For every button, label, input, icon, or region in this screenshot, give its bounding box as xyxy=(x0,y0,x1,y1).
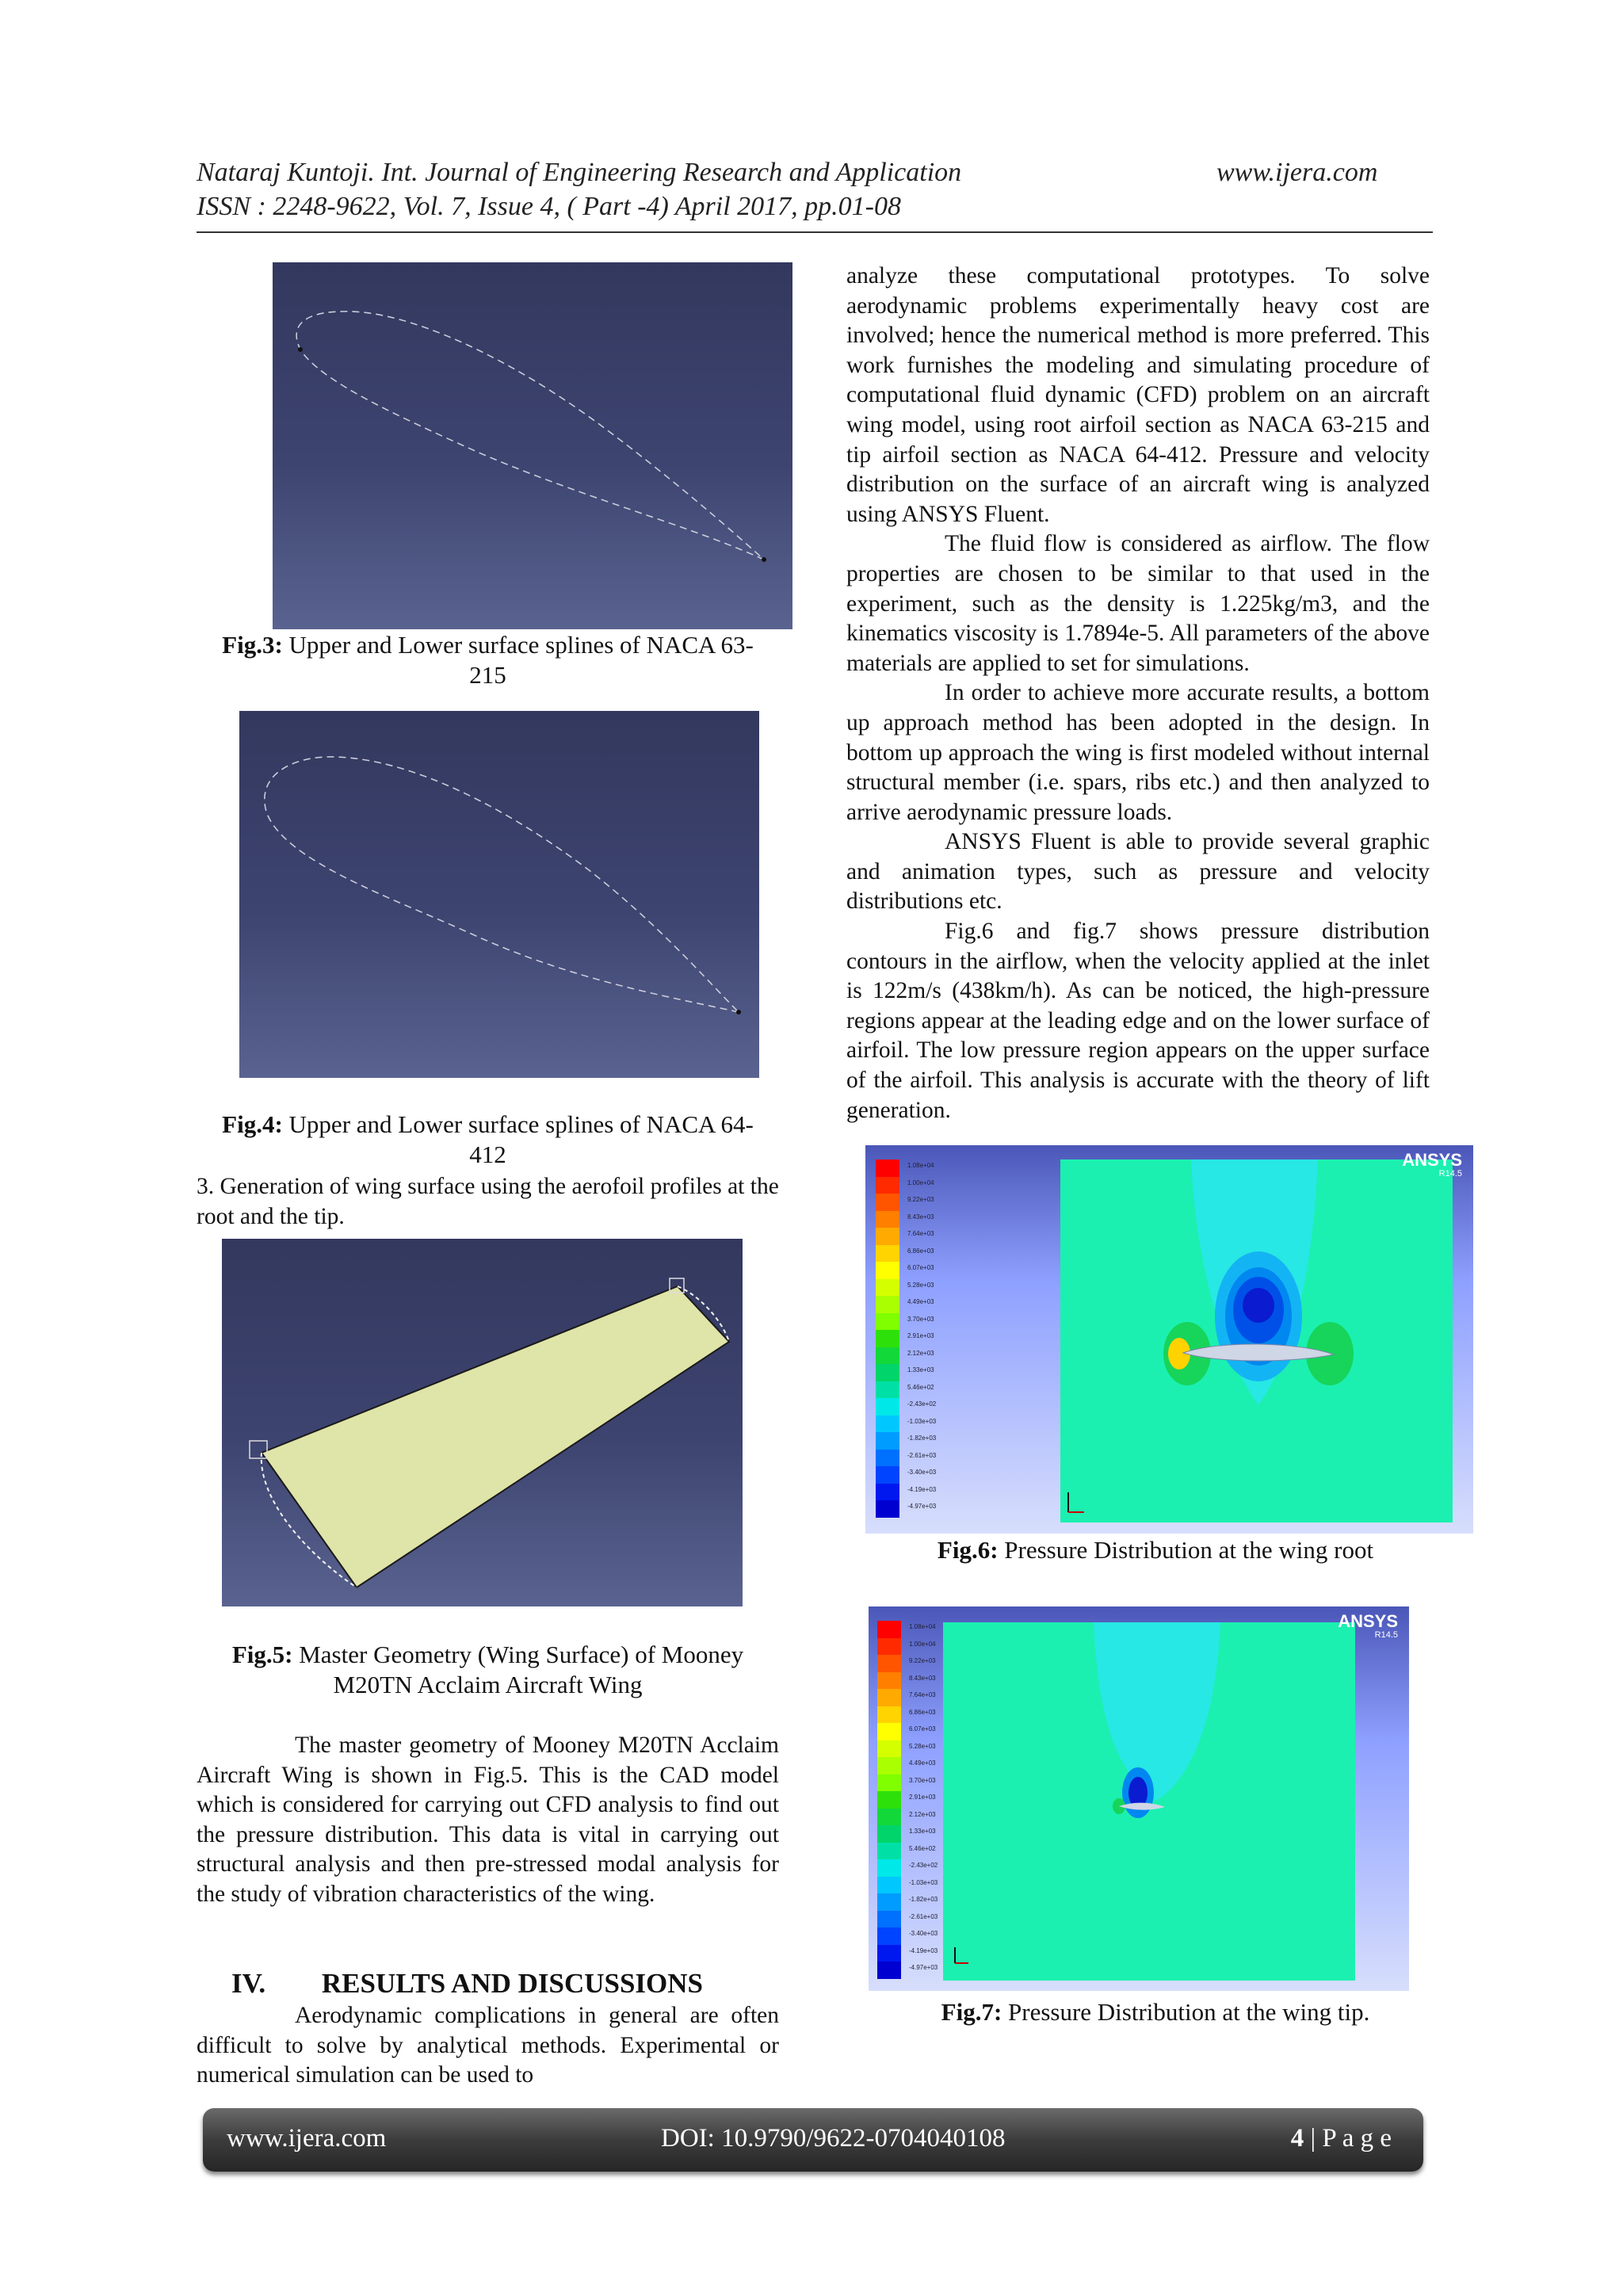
legend-label: -4.97e+03 xyxy=(907,1503,937,1511)
legend-swatch xyxy=(876,1364,899,1381)
legend-label: 4.49e+03 xyxy=(907,1298,934,1306)
footer-website[interactable]: www.ijera.com xyxy=(227,2124,387,2153)
wing-generation-step: 3. Generation of wing surface using the aerofoil profiles at the root and the tip. xyxy=(197,1174,779,1229)
legend-swatch xyxy=(877,1638,901,1656)
legend-label: -1.82e+03 xyxy=(909,1896,938,1904)
legend-swatch xyxy=(876,1313,899,1331)
journal-website[interactable]: www.ijera.com xyxy=(1216,158,1378,187)
legend-label: 2.91e+03 xyxy=(909,1794,936,1801)
legend-label: 5.28e+03 xyxy=(909,1742,936,1750)
legend-swatch xyxy=(877,1893,901,1911)
legend-label: -2.61e+03 xyxy=(907,1451,937,1459)
fig5-caption: Fig.5: Master Geometry (Wing Surface) of Mooney M20TN Acclaim Aircraft Wing xyxy=(231,1641,744,1698)
legend-label: -1.82e+03 xyxy=(907,1435,937,1442)
fig7-ansys-logo: ANSYS R14.5 xyxy=(1338,1611,1398,1640)
legend-label: 4.49e+03 xyxy=(909,1759,936,1767)
legend-swatch xyxy=(877,1809,901,1826)
fig7-legend xyxy=(873,1621,944,1981)
legend-swatch xyxy=(877,1962,901,1979)
paragraph-master-geometry: The master geometry of Mooney M20TN Acclaim Aircraft Wing is shown in Fig.5. This is the CAD model which is considered for carrying out CFD analysis to find out the pressure distribution. This data is vital in carrying out structural analysis and then pre-stressed modal analysis for the study of vibration characteristics of the wing. xyxy=(197,1733,779,1907)
legend-swatch xyxy=(877,1945,901,1962)
legend-label: 2.12e+03 xyxy=(909,1810,936,1818)
legend-swatch xyxy=(877,1740,901,1758)
legend-label: 2.12e+03 xyxy=(907,1349,934,1357)
legend-label: 6.86e+03 xyxy=(907,1247,934,1255)
journal-line: Nataraj Kuntoji. Int. Journal of Engineering Research and Application xyxy=(197,158,962,187)
fig7-image xyxy=(869,1606,1409,1991)
legend-label: 1.33e+03 xyxy=(909,1828,936,1836)
legend-label: 9.22e+03 xyxy=(907,1196,934,1204)
legend-label: 1.08e+04 xyxy=(909,1623,936,1630)
legend-swatch xyxy=(877,1757,901,1775)
fig5-image xyxy=(222,1239,743,1606)
legend-swatch xyxy=(876,1484,899,1501)
legend-swatch xyxy=(876,1381,899,1399)
legend-swatch xyxy=(876,1500,899,1518)
legend-swatch xyxy=(877,1911,901,1928)
legend-swatch xyxy=(877,1621,901,1638)
legend-label: 9.22e+03 xyxy=(909,1657,936,1665)
section-title: RESULTS AND DISCUSSIONS xyxy=(321,1968,704,1999)
issn-line: ISSN : 2248-9622, Vol. 7, Issue 4, ( Part -4) April 2017, pp.01-08 xyxy=(197,192,901,221)
legend-label: 1.33e+03 xyxy=(907,1366,934,1374)
legend-swatch xyxy=(877,1791,901,1809)
legend-swatch xyxy=(877,1859,901,1877)
fig6-image xyxy=(865,1145,1473,1534)
naca-63-215-spline xyxy=(273,262,792,629)
legend-label: -1.03e+03 xyxy=(907,1417,937,1425)
legend-swatch xyxy=(876,1262,899,1279)
legend-label: 1.08e+04 xyxy=(907,1162,934,1169)
paragraph-results: Aerodynamic complications in general are often difficult to solve by analytical methods. Experimental or numerical simulation can be used to xyxy=(197,2003,779,2088)
legend-label: 1.00e+04 xyxy=(907,1179,934,1186)
legend-label: 6.07e+03 xyxy=(907,1264,934,1272)
legend-swatch xyxy=(876,1450,899,1467)
legend-swatch xyxy=(876,1228,899,1245)
fig7-contour xyxy=(943,1622,1355,1981)
fig6-contour xyxy=(1060,1159,1453,1522)
legend-swatch xyxy=(877,1655,901,1672)
footer-page: 4 | P a g e xyxy=(1290,2124,1392,2153)
legend-label: -2.61e+03 xyxy=(909,1912,938,1920)
legend-label: 6.86e+03 xyxy=(909,1708,936,1716)
legend-label: -4.19e+03 xyxy=(909,1946,938,1954)
wing-surface-model xyxy=(222,1239,743,1606)
legend-swatch xyxy=(877,1927,901,1945)
fig3-image xyxy=(273,262,792,629)
paragraph-1: analyze these computational prototypes. To solve aerodynamic problems experimentally heavy cost are involved; hence the numerical method is more preferred. This work furnishes the modeling and simulating procedure of computational fluid dynamic (CFD) problem on an aircraft wing model, using root airfoil section as NACA 63-215 and tip airfoil section as NACA 64-412. Pressure and velocity distribution on the surface of an aircraft wing is analyzed using ANSYS Fluent. xyxy=(846,263,1430,527)
legend-swatch xyxy=(877,1843,901,1860)
legend-label: 3.70e+03 xyxy=(909,1776,936,1784)
legend-swatch xyxy=(876,1279,899,1297)
fig4-image xyxy=(239,711,759,1078)
legend-swatch xyxy=(877,1706,901,1724)
section-heading xyxy=(231,1968,786,2000)
legend-swatch xyxy=(876,1296,899,1313)
fig7-caption: Fig.7: Pressure Distribution at the wing tip. xyxy=(941,1998,1370,2026)
legend-label: 8.43e+03 xyxy=(907,1213,934,1221)
right-column-text xyxy=(846,262,1430,1125)
legend-swatch xyxy=(876,1330,899,1347)
legend-swatch xyxy=(877,1825,901,1843)
legend-swatch xyxy=(877,1877,901,1894)
legend-label: 5.28e+03 xyxy=(907,1281,934,1289)
legend-swatch xyxy=(876,1211,899,1228)
legend-swatch xyxy=(876,1415,899,1433)
legend-label: -2.43e+02 xyxy=(909,1862,938,1870)
legend-swatch xyxy=(877,1775,901,1792)
naca-64-412-spline xyxy=(239,711,759,1078)
legend-swatch xyxy=(876,1466,899,1484)
legend-swatch xyxy=(876,1194,899,1211)
fig3-caption: Fig.3: Upper and Lower surface splines of NACA 63- 215 xyxy=(222,631,754,689)
legend-swatch xyxy=(876,1159,899,1177)
legend-swatch xyxy=(877,1723,901,1740)
legend-label: 3.70e+03 xyxy=(907,1315,934,1323)
page-footer xyxy=(203,2108,1423,2172)
legend-label: -4.19e+03 xyxy=(907,1485,937,1493)
legend-label: 7.64e+03 xyxy=(907,1230,934,1238)
fig6-caption: Fig.6: Pressure Distribution at the wing root xyxy=(937,1536,1374,1564)
legend-label: -1.03e+03 xyxy=(909,1878,938,1886)
legend-label: 5.46e+02 xyxy=(907,1383,934,1391)
legend-swatch xyxy=(876,1177,899,1194)
legend-label: 6.07e+03 xyxy=(909,1725,936,1733)
legend-label: 5.46e+02 xyxy=(909,1844,936,1852)
legend-label: -4.97e+03 xyxy=(909,1964,938,1972)
paragraph-4: ANSYS Fluent is able to provide several graphic and animation types, such as pressure and velocity distributions etc. xyxy=(846,829,1430,915)
legend-label: -2.43e+02 xyxy=(907,1400,937,1408)
header-rule xyxy=(197,231,1433,233)
fig6-ansys-logo: ANSYS R14.5 xyxy=(1402,1150,1462,1179)
legend-swatch xyxy=(876,1245,899,1263)
section-number: IV. xyxy=(231,1968,266,1999)
legend-label: 8.43e+03 xyxy=(909,1674,936,1682)
fig6-legend xyxy=(871,1159,942,1520)
legend-swatch xyxy=(877,1689,901,1706)
fig4-caption: Fig.4: Upper and Lower surface splines of NACA 64- 412 xyxy=(222,1110,754,1168)
paragraph-3: In order to achieve more accurate results, a bottom up approach method has been adopted in the design. In bottom up approach the wing is first modeled without internal structural member (i.e. spars, ribs etc.) and then analyzed to arrive aerodynamic pressure loads. xyxy=(846,680,1430,825)
legend-swatch xyxy=(877,1672,901,1690)
legend-label: 2.91e+03 xyxy=(907,1332,934,1340)
legend-swatch xyxy=(876,1347,899,1365)
paragraph-5: Fig.6 and fig.7 shows pressure distribution contours in the airflow, when the velocity applied at the inlet is 122m/s (438km/h). As can be noticed, the high-pressure regions appear at the leading edge and on the lower surface of airfoil. The low pressure region appears on the upper surface of the airfoil. This analysis is accurate with the theory of lift generation. xyxy=(846,919,1430,1123)
legend-label: 1.00e+04 xyxy=(909,1640,936,1648)
footer-doi[interactable]: DOI: 10.9790/9622-0704040108 xyxy=(661,2124,1006,2153)
legend-swatch xyxy=(876,1432,899,1450)
legend-label: -3.40e+03 xyxy=(909,1930,938,1938)
legend-swatch xyxy=(876,1398,899,1415)
legend-label: -3.40e+03 xyxy=(907,1469,937,1477)
paragraph-2: The fluid flow is considered as airflow. The flow properties are chosen to be similar to that used in the experiment, such as the density is 1.225kg/m3, and the kinematics viscosity is 1.7894e-5. All parameters of the above materials are applied to set for simulations. xyxy=(846,531,1430,676)
legend-label: 7.64e+03 xyxy=(909,1691,936,1699)
